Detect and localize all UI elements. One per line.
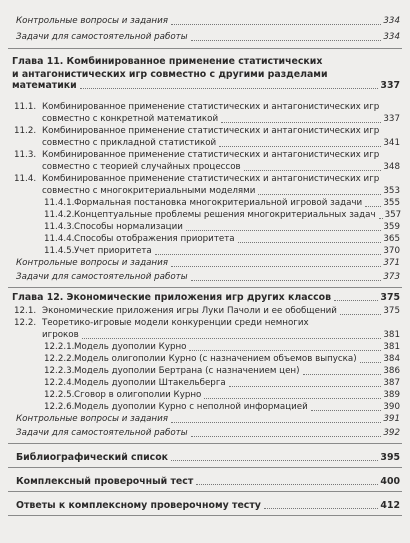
section-number: 11.4.2. bbox=[44, 210, 75, 220]
toc-entry-12-2-5[interactable] bbox=[44, 390, 400, 401]
toc-entry-chapter-11[interactable] bbox=[12, 80, 400, 91]
toc-entry-control-questions-ch12[interactable] bbox=[16, 414, 400, 425]
section-number: 11.4. bbox=[14, 174, 37, 184]
entry-page: 371 bbox=[383, 258, 400, 268]
section-title-line-2: совместно с теорией случайных процессов bbox=[42, 162, 241, 172]
entry-page: 395 bbox=[380, 452, 400, 463]
chapter-11-title-line-2[interactable]: и антагонистических игр совместно с другими разделами bbox=[12, 69, 328, 80]
toc-entry-control-questions-ch10[interactable] bbox=[16, 16, 400, 27]
toc-entry-11-4-1[interactable] bbox=[44, 198, 400, 209]
entry-page: 334 bbox=[383, 32, 400, 42]
toc-entry-bibliography[interactable] bbox=[16, 452, 400, 463]
entry-page: 341 bbox=[383, 138, 400, 148]
toc-entry-11-4-4[interactable] bbox=[44, 234, 400, 245]
toc-entry-self-study-ch10[interactable] bbox=[16, 32, 400, 43]
toc-entry-self-study-ch12[interactable] bbox=[16, 428, 400, 439]
toc-entry-control-questions-ch11[interactable] bbox=[16, 258, 400, 269]
section-number: 12.2.3. bbox=[44, 366, 75, 376]
toc-entry-12-2-6[interactable] bbox=[44, 402, 400, 413]
divider bbox=[8, 287, 402, 288]
section-title-line-1[interactable]: Комбинированное применение статистических и антагонистических игр bbox=[42, 102, 380, 112]
toc-entry-chapter-12[interactable] bbox=[12, 292, 400, 303]
divider bbox=[8, 491, 402, 492]
entry-title: Модель олигополии Курно (с назначением объемов выпуска) bbox=[74, 354, 357, 364]
chapter-11-title-line-3: математики bbox=[12, 80, 77, 91]
entry-title: Способы отображения приоритета bbox=[74, 234, 235, 244]
section-number: 12.2.6. bbox=[44, 402, 75, 412]
section-number: 11.4.3. bbox=[44, 222, 75, 232]
toc-entry-12-2-3[interactable] bbox=[44, 366, 400, 377]
entry-page: 337 bbox=[383, 114, 400, 124]
section-title-line-1[interactable]: Теоретико-игровые модели конкуренции среди немногих bbox=[42, 318, 309, 328]
section-title-line-2: совместно с прикладной статистикой bbox=[42, 138, 217, 148]
entry-page: 389 bbox=[383, 390, 400, 400]
entry-page: 355 bbox=[383, 198, 400, 208]
entry-page: 384 bbox=[383, 354, 400, 364]
entry-title: Способы нормализации bbox=[74, 222, 183, 232]
entry-title: Задачи для самостоятельной работы bbox=[16, 428, 188, 438]
entry-title: Концептуальные проблемы решения многокритериальных задач bbox=[74, 210, 376, 220]
entry-page: 357 bbox=[384, 210, 402, 220]
entry-title: Сговор в олигополии Курно bbox=[74, 390, 202, 400]
entry-title: Комплексный проверочный тест bbox=[16, 476, 194, 487]
entry-page: 365 bbox=[383, 234, 400, 244]
section-title-line-2: совместно с многокритериальными моделями bbox=[42, 186, 256, 196]
toc-entry-test-answers[interactable] bbox=[16, 500, 400, 511]
entry-page: 375 bbox=[383, 306, 400, 316]
toc-entry-11-4[interactable] bbox=[42, 186, 400, 197]
section-title-line-2: совместно с конкретной математикой bbox=[42, 114, 219, 124]
entry-title: Учет приоритета bbox=[74, 246, 152, 256]
section-title-line-1[interactable]: Комбинированное применение статистических и антагонистических игр bbox=[42, 150, 380, 160]
section-number: 11.4.1. bbox=[44, 198, 75, 208]
section-title-line-1[interactable]: Комбинированное применение статистических и антагонистических игр bbox=[42, 126, 380, 136]
chapter-11-title-line-1[interactable]: Глава 11. Комбинированное применение статистических bbox=[12, 56, 323, 67]
entry-title: Контрольные вопросы и задания bbox=[16, 258, 168, 268]
toc-entry-comprehensive-test[interactable] bbox=[16, 476, 400, 487]
entry-page: 359 bbox=[383, 222, 400, 232]
entry-page: 375 bbox=[380, 292, 400, 303]
section-number: 12.2.1. bbox=[44, 342, 75, 352]
toc-entry-11-2[interactable] bbox=[42, 138, 400, 149]
entry-page: 386 bbox=[383, 366, 400, 376]
entry-title: Глава 12. Экономические приложения игр других классов bbox=[12, 292, 332, 303]
divider bbox=[8, 443, 402, 444]
entry-title: Модель дуополии Курно bbox=[74, 342, 187, 352]
entry-title: Контрольные вопросы и задания bbox=[16, 16, 168, 26]
section-number: 12.2.5. bbox=[44, 390, 75, 400]
entry-title: Контрольные вопросы и задания bbox=[16, 414, 168, 424]
toc-entry-11-4-3[interactable] bbox=[44, 222, 400, 233]
entry-title: Библиографический список bbox=[16, 452, 169, 463]
entry-page: 334 bbox=[383, 16, 400, 26]
divider bbox=[8, 515, 402, 516]
entry-page: 391 bbox=[383, 414, 400, 424]
toc-entry-12-2[interactable] bbox=[42, 330, 400, 341]
entry-title: Модель дуополии Курно с неполной информацией bbox=[74, 402, 308, 412]
section-number: 11.4.5. bbox=[44, 246, 75, 256]
section-number: 12.2. bbox=[14, 318, 37, 328]
toc-entry-self-study-ch11[interactable] bbox=[16, 272, 400, 283]
toc-entry-11-4-5[interactable] bbox=[44, 246, 400, 257]
entry-title: Ответы к комплексному проверочному тесту bbox=[16, 500, 261, 511]
section-number: 11.2. bbox=[14, 126, 37, 136]
divider bbox=[8, 467, 402, 468]
entry-page: 337 bbox=[380, 80, 400, 91]
entry-title: Экономические приложения игры Луки Пачоли и ее обобщений bbox=[42, 306, 337, 316]
section-number: 11.3. bbox=[14, 150, 37, 160]
entry-page: 412 bbox=[380, 500, 400, 511]
entry-page: 370 bbox=[383, 246, 400, 256]
toc-entry-11-3[interactable] bbox=[42, 162, 400, 173]
divider bbox=[8, 48, 402, 49]
entry-page: 400 bbox=[380, 476, 400, 487]
entry-page: 353 bbox=[383, 186, 400, 196]
entry-page: 392 bbox=[383, 428, 400, 438]
toc-entry-12-2-4[interactable] bbox=[44, 378, 400, 389]
toc-entry-12-2-2[interactable] bbox=[44, 354, 400, 365]
section-number: 11.1. bbox=[14, 102, 37, 112]
toc-entry-11-1[interactable] bbox=[42, 114, 400, 125]
section-number: 12.2.2. bbox=[44, 354, 75, 364]
entry-title: Формальная постановка многокритериальной игровой задачи bbox=[74, 198, 363, 208]
entry-page: 348 bbox=[383, 162, 400, 172]
toc-entry-12-1[interactable] bbox=[14, 306, 400, 317]
section-number: 11.4.4. bbox=[44, 234, 75, 244]
entry-page: 381 bbox=[383, 330, 400, 340]
toc-entry-12-2-1[interactable] bbox=[44, 342, 400, 353]
entry-title: Модель дуополии Бертрана (с назначением цен) bbox=[74, 366, 300, 376]
entry-title: Модель дуополии Штакельберга bbox=[74, 378, 226, 388]
entry-page: 387 bbox=[383, 378, 400, 388]
toc-entry-11-4-2[interactable] bbox=[44, 210, 400, 221]
entry-page: 381 bbox=[383, 342, 400, 352]
section-title-line-2: игроков bbox=[42, 330, 79, 340]
entry-page: 373 bbox=[383, 272, 400, 282]
section-title-line-1[interactable]: Комбинированное применение статистических и антагонистических игр bbox=[42, 174, 380, 184]
section-number: 12.2.4. bbox=[44, 378, 75, 388]
entry-page: 390 bbox=[383, 402, 400, 412]
entry-title: Задачи для самостоятельной работы bbox=[16, 32, 188, 42]
entry-title: Задачи для самостоятельной работы bbox=[16, 272, 188, 282]
section-number: 12.1. bbox=[14, 306, 37, 316]
